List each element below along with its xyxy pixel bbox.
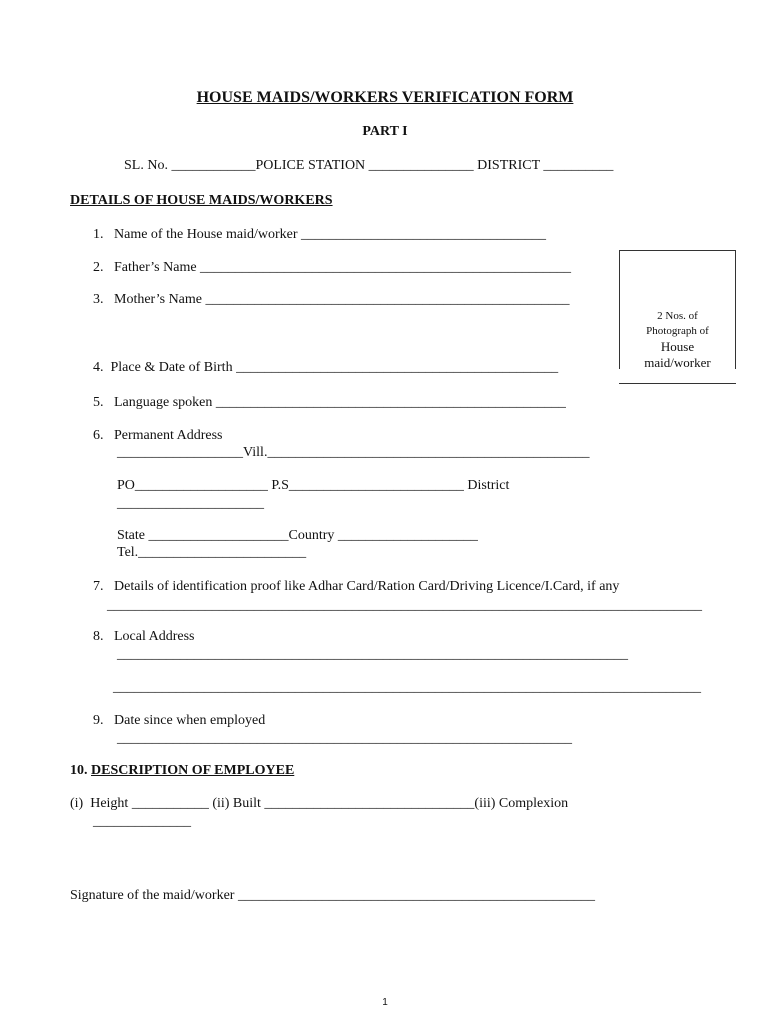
field-permanent-address-district: _____________________ (117, 496, 264, 511)
field-permanent-address: 6. Permanent Address (93, 428, 223, 443)
serial-station-district-line: SL. No. ____________POLICE STATION _______________ DISTRICT __________ (124, 158, 614, 173)
field-signature: Signature of the maid/worker ___________________________________________________ (70, 888, 595, 903)
page-number: 1 (382, 997, 388, 1008)
field-permanent-address-tel: Tel.________________________ (117, 545, 307, 560)
photo-line-3: House (660, 339, 695, 354)
field-permanent-address-vill: __________________Vill.______________________________________________ (117, 445, 590, 460)
section-description-heading (70, 763, 294, 779)
part-heading: PART I (362, 124, 408, 139)
field-identification-proof-line: _____________________________________________________________________________________ (107, 598, 702, 613)
field-permanent-address-state-country: State ____________________Country ____________________ (117, 528, 478, 543)
photo-line-4: maid/worker (644, 355, 711, 370)
field-local-address: 8. Local Address (93, 629, 195, 644)
field-mothers-name: 3. Mother’s Name ____________________________________________________ (93, 292, 570, 307)
field-permanent-address-po-ps: PO___________________ P.S_________________________ District (117, 478, 510, 493)
field-identification-proof: 7. Details of identification proof like Adhar Card/Ration Card/Driving Licence/I.Card, if any (93, 579, 620, 594)
field-fathers-name: 2. Father’s Name _____________________________________________________ (93, 260, 572, 275)
field-local-address-line-1: _________________________________________________________________________ (117, 647, 628, 662)
section-details-heading: DETAILS OF HOUSE MAIDS/WORKERS (70, 193, 333, 208)
field-local-address-line-2: ____________________________________________________________________________________ (113, 680, 701, 695)
form-title: HOUSE MAIDS/WORKERS VERIFICATION FORM (196, 89, 574, 106)
section-description-title: DESCRIPTION OF EMPLOYEE (91, 763, 295, 778)
photograph-box-underline (619, 383, 736, 384)
photograph-box (619, 250, 736, 369)
field-date-employed: 9. Date since when employed (93, 713, 266, 728)
field-height-built-complexion: (i) Height ___________ (ii) Built ______________________________(iii) Complexion (70, 796, 569, 811)
photograph-instructions (620, 309, 735, 371)
photo-line-2: Photograph of (646, 325, 709, 337)
field-date-employed-line: _________________________________________________________________ (117, 731, 572, 746)
section-description-number: 10. (70, 763, 91, 778)
field-language-spoken: 5. Language spoken __________________________________________________ (93, 395, 566, 410)
field-complexion-line: ______________ (93, 814, 191, 829)
field-place-date-of-birth: 4. Place & Date of Birth ______________________________________________ (93, 360, 559, 375)
field-name: 1. Name of the House maid/worker ___________________________________ (93, 227, 546, 242)
photo-line-1: 2 Nos. of (657, 310, 698, 322)
